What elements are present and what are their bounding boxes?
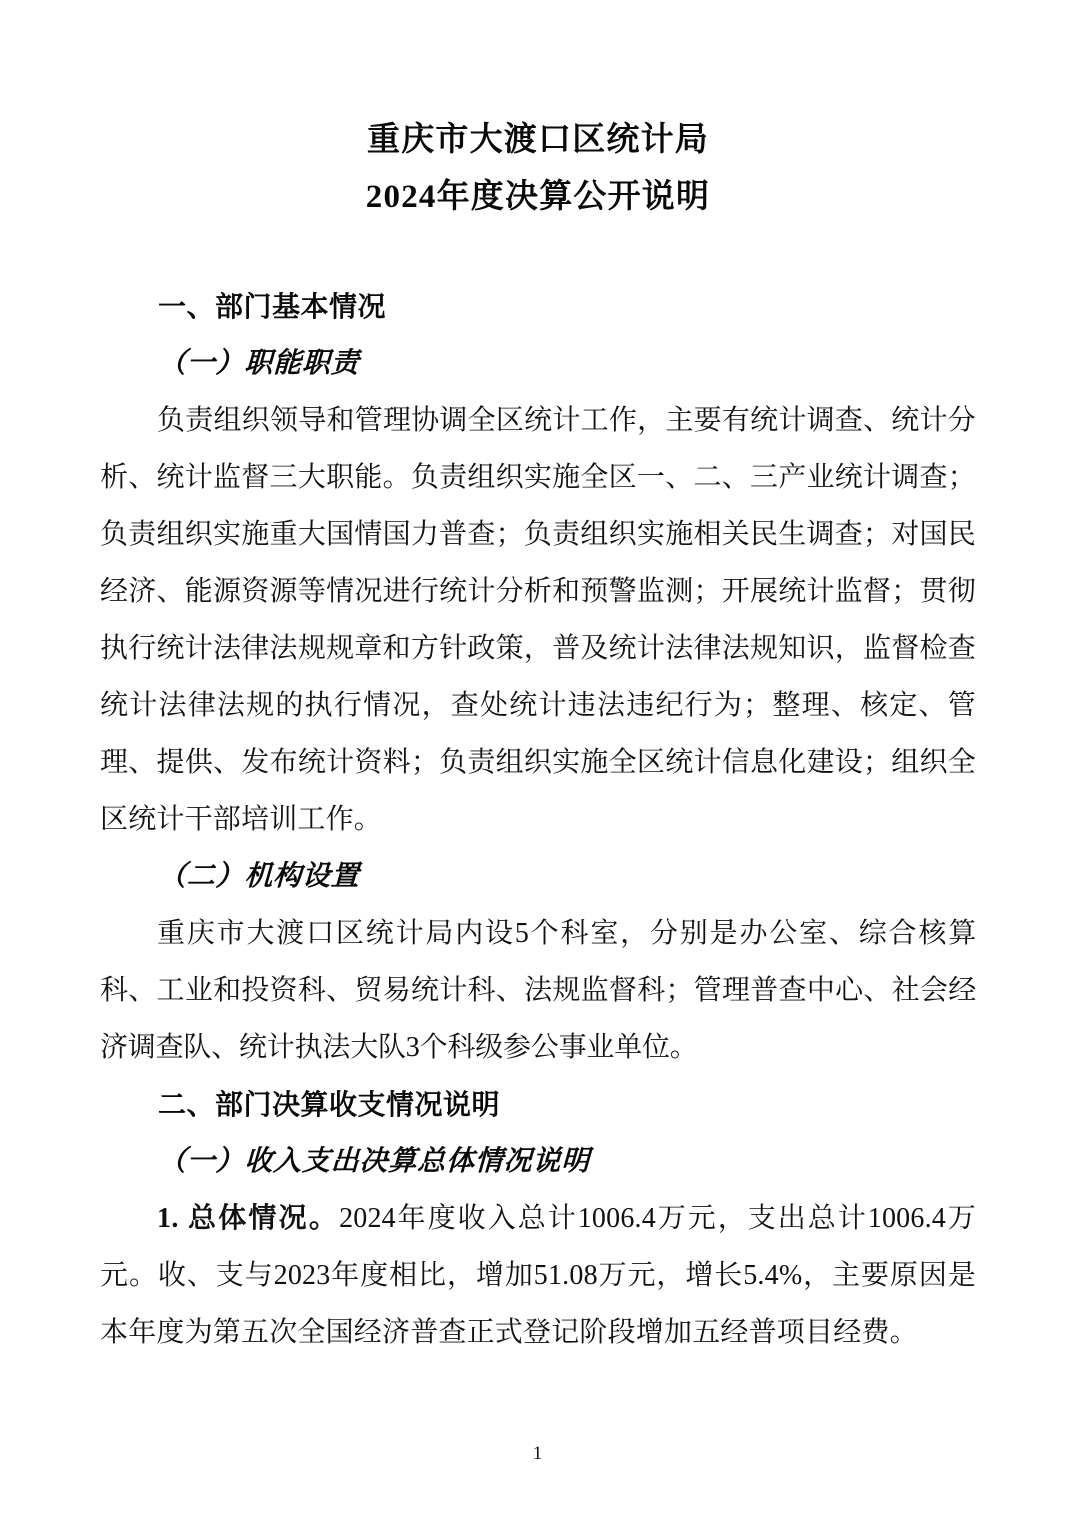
paragraph-2-1-lead: 1. 总体情况。 <box>157 1203 340 1234</box>
paragraph-2-1-text: 2024年度收入总计1006.4万元，支出总计1006.4万元。收、支与2023年度相比，增加51.08万元，增长5.4%，主要原因是本年度为第五次全国经济普查正式登记阶段增加五经普项目经费。 <box>100 1203 976 1348</box>
subsection-heading-1-1: （一）职能职责 <box>157 348 361 379</box>
document-content <box>100 112 976 1361</box>
paragraph-1-1: 负责组织领导和管理协调全区统计工作，主要有统计调查、统计分析、统计监督三大职能。负责组织实施全区一、二、三产业统计调查；负责组织实施重大国情国力普查；负责组织实施相关民生调查；对国民经济、能源资源等情况进行统计分析和预警监测；开展统计监督；贯彻执行统计法律法规规章和方针政策，普及统计法律法规知识，监督检查统计法律法规的执行情况，查处统计违法违纪行为；整理、核定、管理、提供、发布统计资料；负责组织实施全区统计信息化建设；组织全区统计干部培训工作。 <box>100 405 976 835</box>
paragraph-2-1 <box>100 1190 976 1361</box>
section-heading-1: 一、部门基本情况 <box>158 290 387 323</box>
subsection-heading-1-2: （二）机构设置 <box>157 861 361 892</box>
paragraph-1-2: 重庆市大渡口区统计局内设5个科室，分别是办公室、综合核算科、工业和投资科、贸易统计科、法规监督科；管理普查中心、社会经济调查队、统计执法大队3个科级参公事业单位。 <box>100 918 976 1063</box>
document-title <box>100 112 976 226</box>
page-number: 1 <box>532 1443 543 1464</box>
section-heading-2: 二、部门决算收支情况说明 <box>158 1088 501 1121</box>
document-title-line-2: 2024年度决算公开说明 <box>365 179 711 215</box>
document-title-line-1: 重庆市大渡口区统计局 <box>367 122 709 158</box>
title-spacer <box>100 226 976 278</box>
subsection-heading-2-1: （一）收入支出决算总体情况说明 <box>157 1146 591 1177</box>
